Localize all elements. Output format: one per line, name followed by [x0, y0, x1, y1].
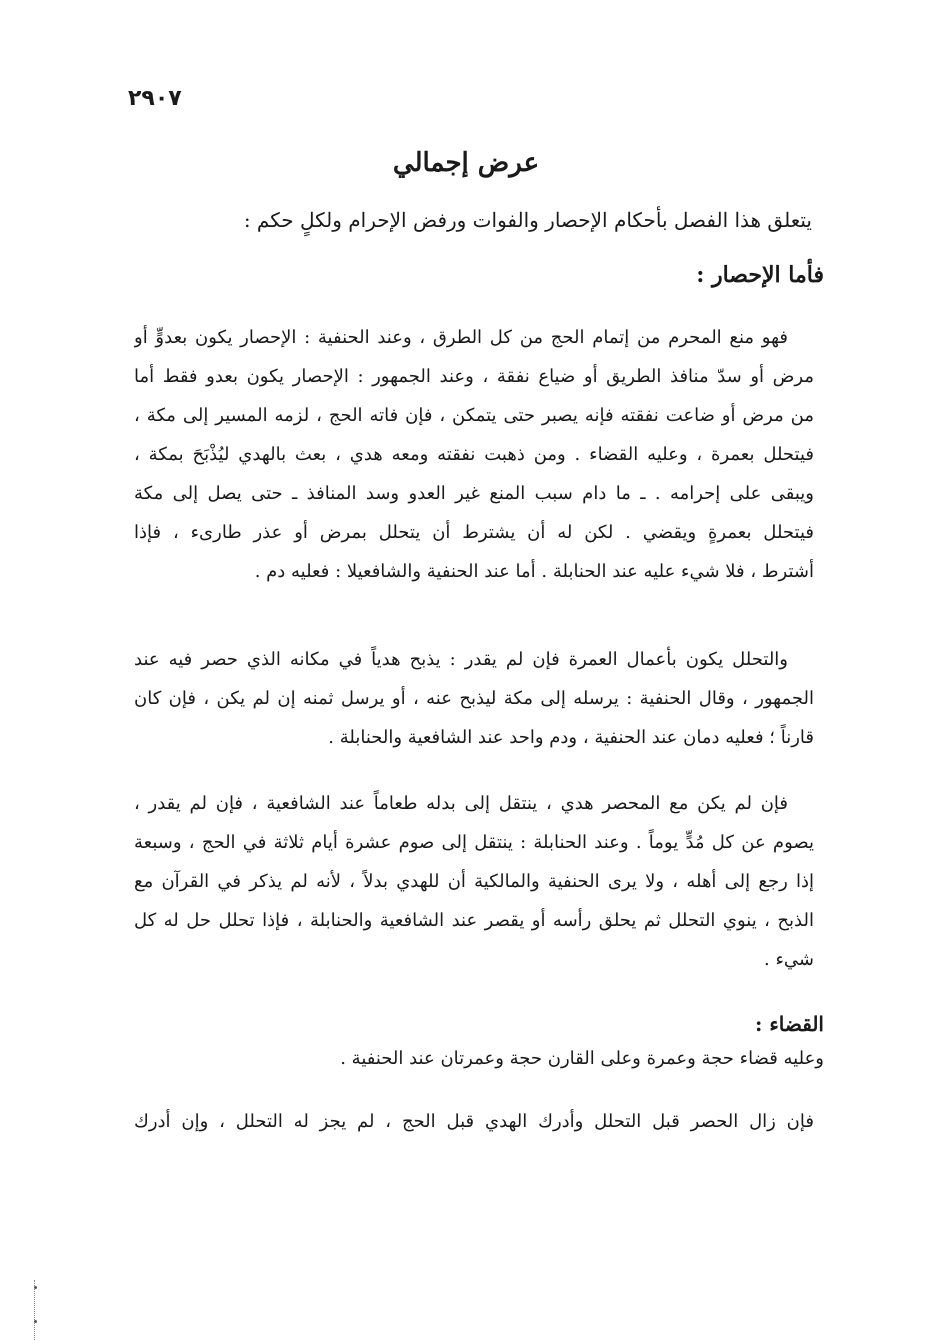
paragraph-line: يصوم عن كل مُدٍّ يوماً . وعند الحنابلة : ينتقل إلى صوم عشرة أيام ثلاثة في الحج ، وسبعة [134, 832, 814, 853]
paragraph-2 [134, 640, 814, 757]
paragraph-1 [134, 318, 814, 591]
paragraph-line: فيتحلل بعمرة ، وعليه القضاء . ومن ذهبت نفقته ومعه هدي ، بعث بالهدي ليُذْبَحَ بمكة ، [134, 444, 814, 465]
paragraph-line: والتحلل يكون بأعمال العمرة فإن لم يقدر : يذبح هدياً في مكانه الذي حصر فيه عند [134, 649, 788, 670]
paragraph-line: ويبقى على إحرامه . ـ ما دام سبب المنع غير العدو وسد المنافذ ـ حتى يصل إلى مكة [134, 483, 814, 504]
page-number: ٢٩٠٧ [128, 86, 182, 111]
qada-line: وعليه قضاء حجة وعمرة وعلى القارن حجة وعمرتان عند الحنفية . [340, 1048, 824, 1069]
paragraph-line: إذا رجع إلى أهله ، ولا يرى الحنفية والمالكية أن للهدي بدلاً ، لأنه لم يذكر في القرآن مع [134, 871, 814, 892]
scan-speck [34, 1320, 37, 1323]
section-title: عرض إجمالي [392, 148, 540, 178]
heading-qada: القضاء : [755, 1012, 824, 1036]
heading-ihsar: فأما الإحصار : [696, 262, 824, 288]
paragraph-line: فيتحلل بعمرةٍ ويقضي . لكن له أن يشترط أن يتحلل بمرض أو عذر طارىء ، فإذا [134, 522, 814, 543]
paragraph-line: فإن زال الحصر قبل التحلل وأدرك الهدي قبل الحج ، لم يجز له التحلل ، وإن أدرك [134, 1111, 814, 1132]
paragraph-line: شيء . [764, 949, 814, 970]
paragraph-line: فهو منع المحرم من إتمام الحج من كل الطرق ، وعند الحنفية : الإحصار يكون بعدوٍّ أو [134, 327, 788, 348]
paragraph-line: أشترط ، فلا شيء عليه عند الحنابلة . أما عند الحنفية والشافعيلا : فعليه دم . [254, 561, 814, 582]
paragraph-line: الذبح ، ينوي التحلل ثم يحلق رأسه أو يقصر عند الشافعية والحنابلة ، فإذا تحلل حل له كل [134, 910, 814, 931]
intro-line: يتعلق هذا الفصل بأحكام الإحصار والفوات ورفض الإحرام ولكلٍ حكم : [243, 208, 812, 232]
paragraph-line: قارناً ؛ فعليه دمان عند الحنفية ، ودم واحد عند الشافعية والحنابلة . [328, 727, 814, 748]
scan-speck [34, 1286, 37, 1289]
paragraph-line: من مرض أو ضاعت نفقته فإنه يصبر حتى يتمكن ، فإن فاته الحج ، لزمه المسير إلى مكة ، [134, 405, 814, 426]
paragraph-line: فإن لم يكن مع المحصر هدي ، ينتقل إلى بدله طعاماً عند الشافعية ، فإن لم يقدر ، [134, 793, 788, 814]
paragraph-line: الجمهور ، وقال الحنفية : يرسله إلى مكة ليذبح عنه ، أو يرسل ثمنه إن لم يكن ، فإن كان [134, 688, 814, 709]
scan-margin-dots [34, 1280, 37, 1340]
paragraph-3 [134, 784, 814, 979]
paragraph-line: مرض أو سدّ منافذ الطريق أو ضياع نفقة ، وعند الجمهور : الإحصار يكون بعدو فقط أما [134, 366, 814, 387]
final-paragraph [134, 1102, 814, 1141]
